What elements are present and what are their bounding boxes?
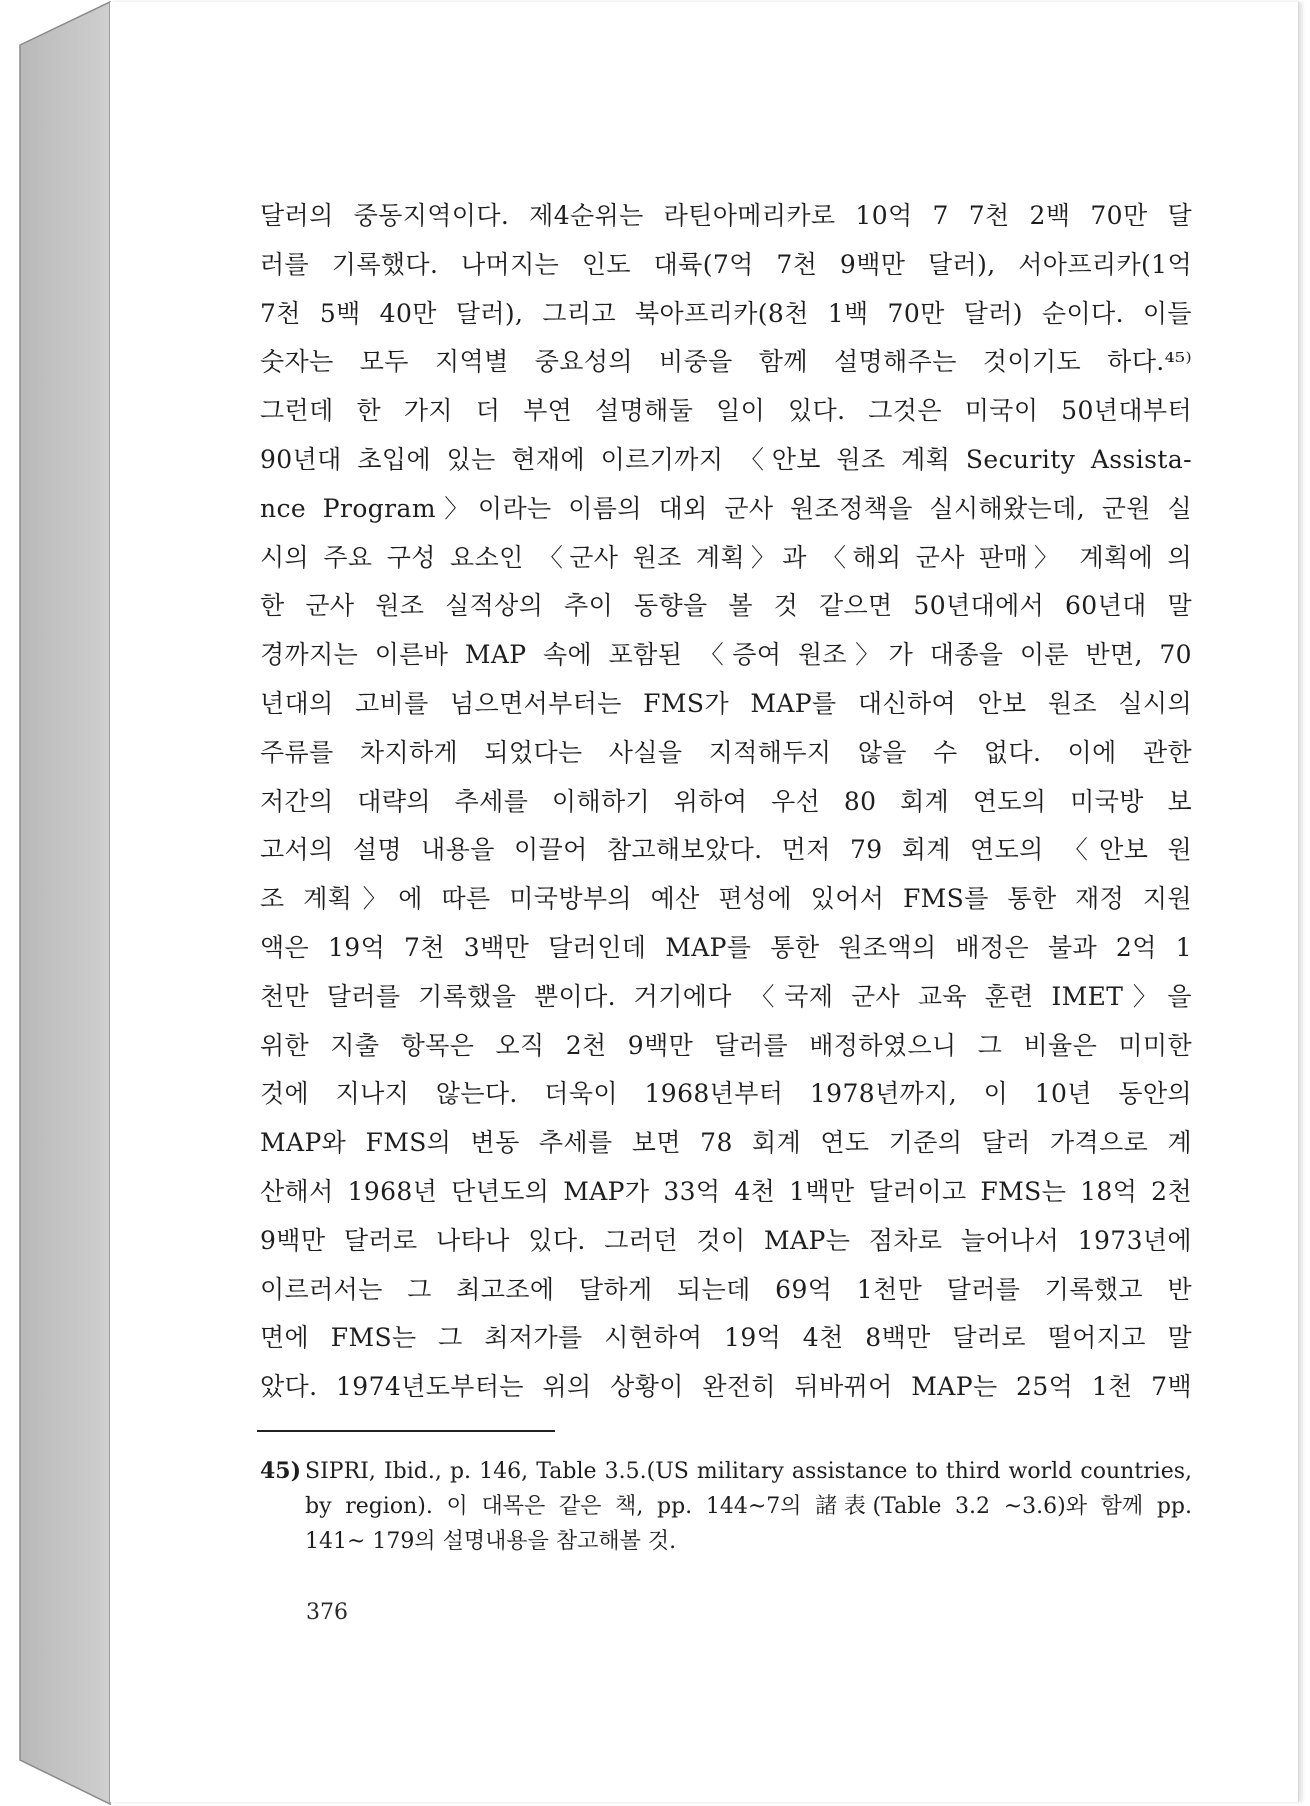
footnote-line: SIPRI, Ibid., p. 146, Table 3.5.(US military assistance to third world countries, [305, 1459, 1192, 1484]
footnote-divider [257, 1430, 555, 1432]
body-line: 조 계획〉에 따른 미국방부의 예산 편성에 있어서 FMS를 통한 재정 지원 [260, 884, 1192, 914]
body-line: 시의 주요 구성 요소인 〈군사 원조 계획〉과 〈해외 군사 판매〉 계획에 의 [260, 542, 1192, 572]
footnote-line: 141~ 179의 설명내용을 참고해볼 것. [305, 1529, 677, 1554]
footnote-line: by region). 이 대목은 같은 책, pp. 144~7의 諸表(Table 3.2 ~3.6)와 함께 pp. [305, 1494, 1192, 1519]
footnotes [260, 1454, 1192, 1559]
body-line: 액은 19억 7천 3백만 달러인데 MAP를 통한 원조액의 배정은 불과 2억 1 [260, 932, 1192, 962]
footnote-body [305, 1454, 1192, 1559]
body-line: nce Program〉이라는 이름의 대외 군사 원조정책을 실시해왔는데, 군원 실 [260, 493, 1192, 523]
body-line: 이르러서는 그 최고조에 달하게 되는데 69억 1천만 달러를 기록했고 반 [260, 1274, 1192, 1304]
body-line: 7천 5백 40만 달러), 그리고 북아프리카(8천 1백 70만 달러) 순이다. 이들 [260, 298, 1192, 328]
footnote-number: 45) [260, 1458, 302, 1484]
body-line: 산해서 1968년 단년도의 MAP가 33억 4천 1백만 달러이고 FMS는 18억 2천 [260, 1176, 1192, 1206]
body-line: 년대의 고비를 넘으면서부터는 FMS가 MAP를 대신하여 안보 원조 실시의 [260, 688, 1192, 718]
body-line: 주류를 차지하게 되었다는 사실을 지적해두지 않을 수 없다. 이에 관한 [260, 737, 1192, 767]
body-text [260, 192, 1192, 1412]
body-line: 달러의 중동지역이다. 제4순위는 라틴아메리카로 10억 7 7천 2백 70만 달 [260, 201, 1192, 230]
body-line: 90년대 초입에 있는 현재에 이르기까지 〈안보 원조 계획 Security Assista- [260, 444, 1192, 474]
body-line: 9백만 달러로 나타나 있다. 그러던 것이 MAP는 점차로 늘어나서 1973년에 [260, 1225, 1192, 1255]
body-line: 그런데 한 가지 더 부연 설명해둘 일이 있다. 그것은 미국이 50년대부터 [260, 396, 1192, 426]
body-line: 한 군사 원조 실적상의 추이 동향을 볼 것 같으면 50년대에서 60년대 말 [260, 591, 1192, 621]
body-line: 러를 기록했다. 나머지는 인도 대륙(7억 7천 9백만 달러), 서아프리카(1억 [260, 249, 1192, 279]
body-line: 위한 지출 항목은 오직 2천 9백만 달러를 배정하였으니 그 비율은 미미한 [260, 1030, 1192, 1060]
body-line: 저간의 대략의 추세를 이해하기 위하여 우선 80 회계 연도의 미국방 보 [260, 786, 1192, 816]
body-line: 면에 FMS는 그 최저가를 시현하여 19억 4천 8백만 달러로 떨어지고 말 [260, 1323, 1192, 1353]
body-line: 것에 지나지 않는다. 더욱이 1968년부터 1978년까지, 이 10년 동안의 [260, 1079, 1192, 1109]
page-number: 376 [306, 1600, 348, 1625]
body-line: 경까지는 이른바 MAP 속에 포함된 〈증여 원조〉가 대종을 이룬 반면, 70 [260, 640, 1192, 670]
body-line: 았다. 1974년도부터는 위의 상황이 완전히 뒤바뀌어 MAP는 25억 1천 7백 [260, 1372, 1192, 1402]
footnote-45 [260, 1454, 1192, 1559]
body-line: 숫자는 모두 지역별 중요성의 비중을 함께 설명해주는 것이기도 하다.⁴⁵⁾ [260, 347, 1192, 377]
body-line: 천만 달러를 기록했을 뿐이다. 거기에다 〈국제 군사 교육 훈련 IMET〉을 [260, 981, 1192, 1011]
body-line: 고서의 설명 내용을 이끌어 참고해보았다. 먼저 79 회계 연도의 〈안보 원 [260, 835, 1192, 865]
book-page [110, 2, 1299, 1802]
body-line: MAP와 FMS의 변동 추세를 보면 78 회계 연도 기준의 달러 가격으로 계 [260, 1128, 1192, 1158]
